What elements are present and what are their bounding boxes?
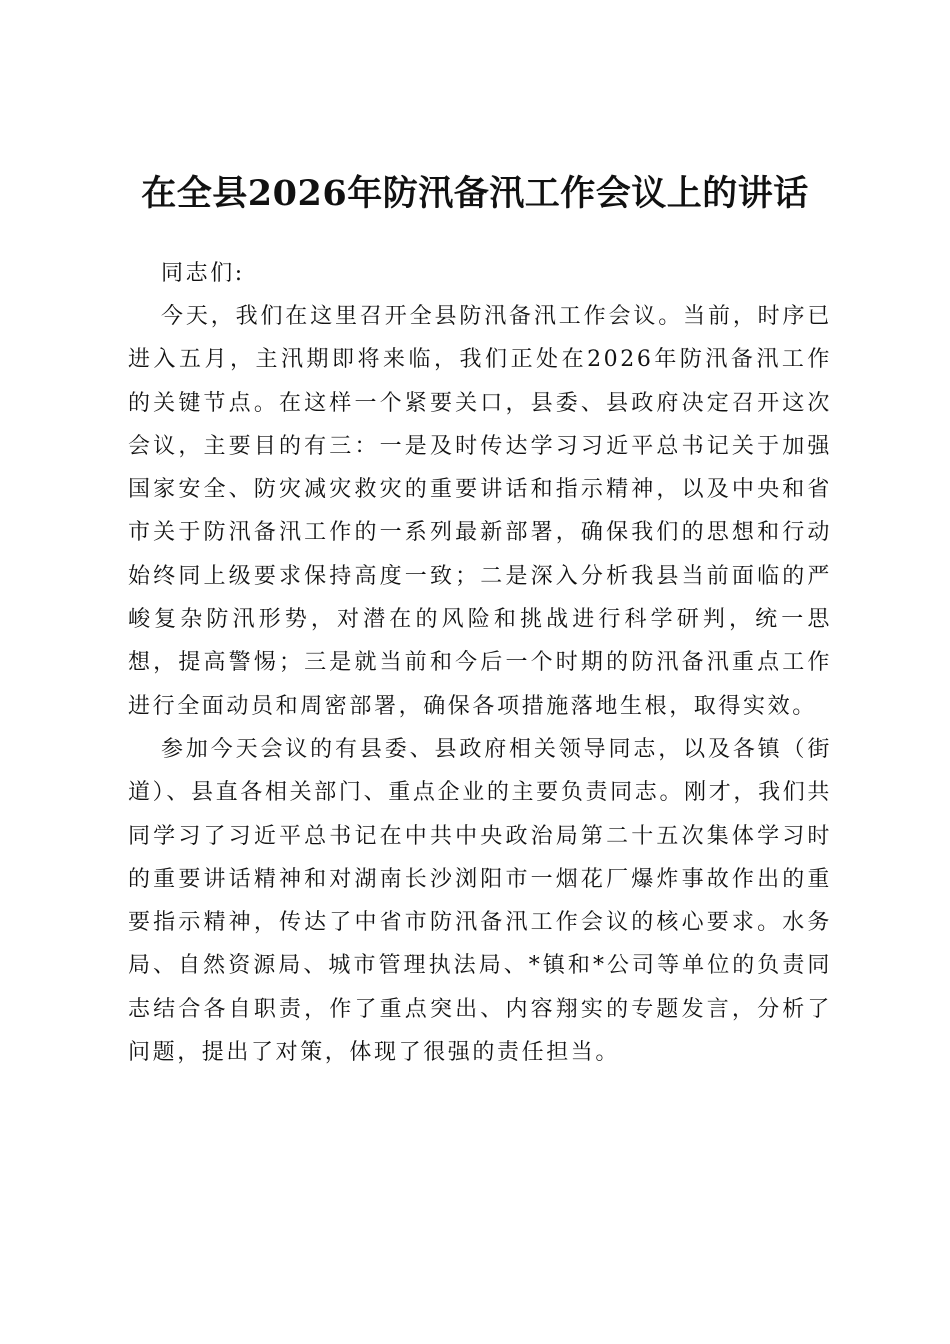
document-body xyxy=(128,252,832,1074)
document-title: 在全县2026年防汛备汛工作会议上的讲话 xyxy=(141,173,809,214)
paragraph-2: 参加今天会议的有县委、县政府相关领导同志，以及各镇（街道）、县直各相关部门、重点企业的主要负责同志。刚才，我们共同学习了习近平总书记在中共中央政治局第二十五次集体学习时的重要讲话精神和对湖南长沙浏阳市一烟花厂爆炸事故作出的重要指示精神，传达了中省市防汛备汛工作会议的核心要求。水务局、自然资源局、城市管理执法局、*镇和*公司等单位的负责同志结合各自职责，作了重点突出、内容翔实的专题发言，分析了问题，提出了对策，体现了很强的责任担当。 xyxy=(128,736,832,1066)
salutation: 同志们: xyxy=(161,261,245,286)
paragraph-1: 今天，我们在这里召开全县防汛备汛工作会议。当前，时序已进入五月，主汛期即将来临，我们正处在2026年防汛备汛工作的关键节点。在这样一个紧要关口，县委、县政府决定召开这次会议，主要目的有三：一是及时传达学习习近平总书记关于加强国家安全、防灾减灾救灾的重要讲话和指示精神，以及中央和省市关于防汛备汛工作的一系列最新部署，确保我们的思想和行动始终同上级要求保持高度一致；二是深入分析我县当前面临的严峻复杂防汛形势，对潜在的风险和挑战进行科学研判，统一思想，提高警惕；三是就当前和今后一个时期的防汛备汛重点工作进行全面动员和周密部署，确保各项措施落地生根，取得实效。 xyxy=(128,304,832,719)
